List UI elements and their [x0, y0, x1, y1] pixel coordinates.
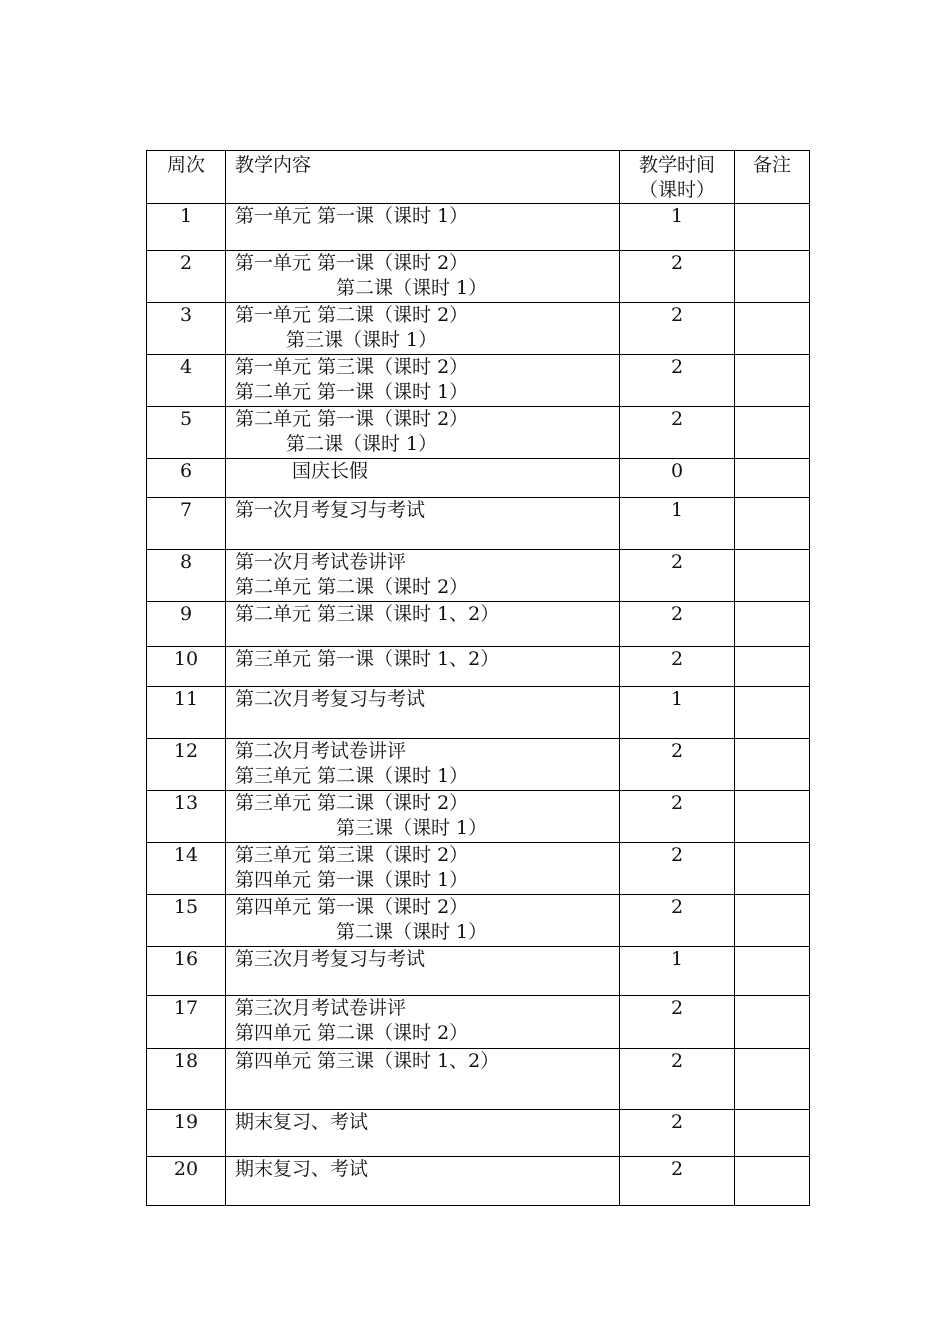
notes-cell [735, 1049, 810, 1110]
hours-cell: 2 [620, 251, 735, 303]
header-notes: 备注 [735, 151, 810, 204]
table-row [147, 687, 810, 739]
week-cell: 19 [147, 1110, 226, 1157]
week-cell: 5 [147, 407, 226, 459]
table-row [147, 251, 810, 303]
hours-cell: 2 [620, 843, 735, 895]
hours-cell: 2 [620, 602, 735, 647]
notes-cell [735, 303, 810, 355]
week-cell: 18 [147, 1049, 226, 1110]
content-cell [226, 1157, 620, 1206]
week-cell: 7 [147, 498, 226, 550]
hours-cell: 2 [620, 1049, 735, 1110]
week-cell: 6 [147, 459, 226, 498]
content-line: 第二课（课时 1） [336, 921, 488, 943]
hours-cell: 2 [620, 550, 735, 602]
content-cell [226, 843, 620, 895]
teaching-schedule-table [146, 150, 810, 1206]
table-row [147, 647, 810, 687]
content-line: 第二单元 第一课（课时 2） [235, 408, 469, 430]
content-line: 第三单元 第二课（课时 1） [235, 765, 469, 787]
content-cell [226, 647, 620, 687]
notes-cell [735, 355, 810, 407]
content-line: 第一次月考复习与考试 [235, 499, 426, 521]
header-row [147, 151, 810, 204]
content-line: 第二课（课时 1） [336, 277, 488, 299]
hours-cell: 2 [620, 895, 735, 947]
notes-cell [735, 459, 810, 498]
table-row [147, 739, 810, 791]
week-cell: 14 [147, 843, 226, 895]
hours-cell: 2 [620, 355, 735, 407]
content-line: 第一单元 第三课（课时 2） [235, 356, 469, 378]
header-hours-line2: （课时） [638, 179, 715, 201]
content-line: 第一单元 第二课（课时 2） [235, 304, 469, 326]
table-row [147, 1049, 810, 1110]
notes-cell [735, 550, 810, 602]
content-line: 期末复习、考试 [235, 1111, 369, 1133]
hours-cell: 1 [620, 204, 735, 251]
week-cell: 4 [147, 355, 226, 407]
content-cell [226, 498, 620, 550]
week-cell: 1 [147, 204, 226, 251]
notes-cell [735, 947, 810, 996]
content-cell [226, 602, 620, 647]
table-row [147, 895, 810, 947]
header-week: 周次 [147, 151, 226, 204]
hours-cell: 2 [620, 647, 735, 687]
notes-cell [735, 895, 810, 947]
content-cell [226, 947, 620, 996]
content-cell [226, 355, 620, 407]
notes-cell [735, 687, 810, 739]
header-content: 教学内容 [226, 151, 620, 204]
content-line: 第一单元 第一课（课时 2） [235, 252, 469, 274]
week-cell: 20 [147, 1157, 226, 1206]
table-row [147, 1110, 810, 1157]
content-cell [226, 1110, 620, 1157]
table-row [147, 407, 810, 459]
content-line: 第一次月考试卷讲评 [235, 551, 407, 573]
hours-cell: 1 [620, 687, 735, 739]
hours-cell: 2 [620, 996, 735, 1049]
week-cell: 3 [147, 303, 226, 355]
notes-cell [735, 602, 810, 647]
hours-cell: 1 [620, 498, 735, 550]
hours-cell: 2 [620, 1157, 735, 1206]
table-row [147, 355, 810, 407]
content-cell [226, 251, 620, 303]
content-line: 第四单元 第一课（课时 2） [235, 896, 469, 918]
content-line: 第三单元 第一课（课时 1、2） [235, 648, 500, 670]
content-line: 第三单元 第二课（课时 2） [235, 792, 469, 814]
notes-cell [735, 407, 810, 459]
table-row [147, 303, 810, 355]
notes-cell [735, 996, 810, 1049]
content-line: 第四单元 第三课（课时 1、2） [235, 1050, 500, 1072]
week-cell: 17 [147, 996, 226, 1049]
content-line: 第三单元 第三课（课时 2） [235, 844, 469, 866]
content-line: 第二次月考试卷讲评 [235, 740, 407, 762]
week-cell: 8 [147, 550, 226, 602]
content-line: 第二单元 第三课（课时 1、2） [235, 603, 500, 625]
table-row [147, 791, 810, 843]
notes-cell [735, 647, 810, 687]
notes-cell [735, 498, 810, 550]
header-hours-line1: 教学时间 [638, 154, 715, 176]
notes-cell [735, 204, 810, 251]
notes-cell [735, 791, 810, 843]
notes-cell [735, 843, 810, 895]
week-cell: 16 [147, 947, 226, 996]
table-row [147, 204, 810, 251]
content-line: 第二单元 第一课（课时 1） [235, 381, 469, 403]
content-line: 第三次月考试卷讲评 [235, 997, 407, 1019]
table-row [147, 550, 810, 602]
content-cell [226, 996, 620, 1049]
content-line: 第一单元 第一课（课时 1） [235, 205, 469, 227]
content-line: 第二次月考复习与考试 [235, 688, 426, 710]
hours-cell: 2 [620, 791, 735, 843]
hours-cell: 0 [620, 459, 735, 498]
content-line: 第三课（课时 1） [286, 329, 438, 351]
hours-cell: 2 [620, 407, 735, 459]
week-cell: 10 [147, 647, 226, 687]
hours-cell: 2 [620, 303, 735, 355]
week-cell: 11 [147, 687, 226, 739]
notes-cell [735, 1110, 810, 1157]
notes-cell [735, 739, 810, 791]
header-hours [620, 151, 735, 204]
table-row [147, 996, 810, 1049]
content-cell [226, 407, 620, 459]
content-cell [226, 303, 620, 355]
week-cell: 9 [147, 602, 226, 647]
table-row [147, 1157, 810, 1206]
content-cell [226, 895, 620, 947]
content-line: 第二单元 第二课（课时 2） [235, 576, 469, 598]
content-line: 第三次月考复习与考试 [235, 948, 426, 970]
content-cell [226, 791, 620, 843]
content-line: 第二课（课时 1） [286, 433, 438, 455]
week-cell: 15 [147, 895, 226, 947]
content-line: 第四单元 第二课（课时 2） [235, 1022, 469, 1044]
notes-cell [735, 1157, 810, 1206]
week-cell: 2 [147, 251, 226, 303]
content-cell [226, 204, 620, 251]
hours-cell: 2 [620, 739, 735, 791]
table-row [147, 498, 810, 550]
week-cell: 12 [147, 739, 226, 791]
table-row [147, 459, 810, 498]
hours-cell: 1 [620, 947, 735, 996]
week-cell: 13 [147, 791, 226, 843]
content-line: 国庆长假 [292, 460, 369, 482]
table-row [147, 843, 810, 895]
content-cell [226, 550, 620, 602]
content-cell [226, 739, 620, 791]
content-cell [226, 459, 620, 498]
table-row [147, 947, 810, 996]
content-cell [226, 1049, 620, 1110]
content-line: 第四单元 第一课（课时 1） [235, 869, 469, 891]
content-cell [226, 687, 620, 739]
content-line: 第三课（课时 1） [336, 817, 488, 839]
hours-cell: 2 [620, 1110, 735, 1157]
notes-cell [735, 251, 810, 303]
content-line: 期末复习、考试 [235, 1158, 369, 1180]
table-row [147, 602, 810, 647]
